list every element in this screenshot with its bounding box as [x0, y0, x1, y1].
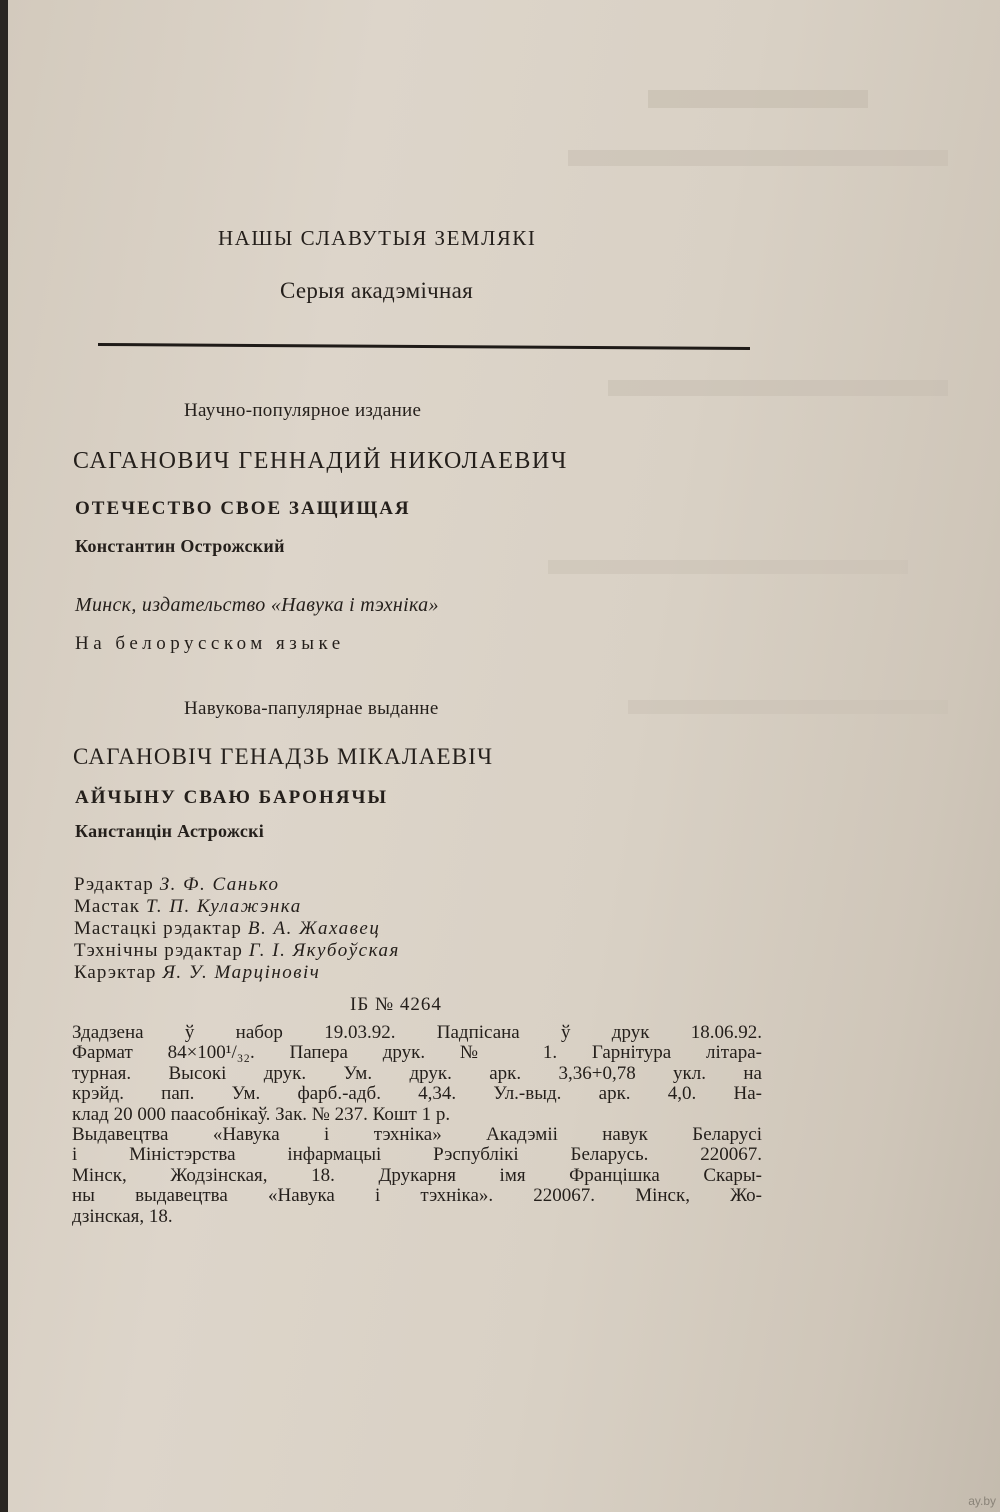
author-name-ru: САГАНОВИЧ ГЕННАДИЙ НИКОЛАЕВИЧ [73, 448, 568, 474]
credit-name: Г. І. Якубоўская [248, 940, 400, 961]
credit-role: Рэдактар [74, 874, 154, 895]
imprint-line: дзінская, 18. [72, 1205, 173, 1227]
credit-role: Мастацкі рэдактар [74, 918, 242, 939]
show-through-shadow [568, 150, 948, 166]
imprint-block [72, 1023, 762, 1227]
credit-line [74, 918, 400, 940]
imprint-line: турная. Высокі друк. Ум. друк. арк. 3,36+0,78 укл. на [72, 1062, 762, 1084]
credit-name: Т. П. Кулажэнка [145, 896, 302, 917]
book-title-ru: ОТЕЧЕСТВО СВОЕ ЗАЩИЩАЯ [75, 498, 411, 519]
edition-type-be: Навукова-папулярнае выданне [184, 698, 439, 719]
credit-line [74, 874, 400, 896]
show-through-shadow [608, 380, 948, 396]
credit-name: Я. У. Марціновіч [162, 962, 321, 983]
credit-name: З. Ф. Санько [159, 874, 280, 895]
author-name-be: САГАНОВІЧ ГЕНАДЗЬ МІКАЛАЕВІЧ [73, 744, 494, 769]
language-note: На белорусском языке [75, 633, 345, 654]
series-subtitle: Серыя акадэмічная [280, 278, 474, 303]
show-through-shadow [648, 90, 868, 108]
imprint-line: клад 20 000 паасобнікаў. Зак. № 237. Кошт 1 р. [72, 1103, 451, 1125]
show-through-shadow [628, 700, 948, 714]
ib-number: ІБ № 4264 [350, 994, 442, 1015]
credits-list [74, 874, 400, 984]
credit-role: Мастак [74, 896, 140, 917]
imprint-line: Выдавецтва «Навука і тэхніка» Акадэміі навук Беларусі [72, 1124, 762, 1146]
book-subtitle-be: Канстанцін Астрожскі [75, 821, 265, 841]
imprint-line: крэйд. пап. Ум. фарб.-адб. 4,34. Ул.-выд. арк. 4,0. На- [72, 1083, 762, 1105]
imprint-line: Здадзена ў набор 19.03.92. Падпісана ў друк 18.06.92. [72, 1022, 762, 1043]
publisher-ru: Минск, издательство «Навука і тэхніка» [75, 594, 439, 616]
site-watermark: ay.by [968, 1494, 996, 1508]
imprint-line: ны выдавецтва «Навука і тэхніка». 220067. Мінск, Жо- [72, 1185, 762, 1207]
book-title-be: АЙЧЫНУ СВАЮ БАРОНЯЧЫ [75, 787, 389, 808]
divider-rule [98, 343, 750, 350]
credit-role: Карэктар [74, 962, 157, 983]
book-page [8, 0, 1000, 1512]
show-through-shadow [548, 560, 908, 574]
credit-line [74, 940, 400, 962]
credit-line [74, 962, 400, 984]
edition-type-ru: Научно-популярное издание [184, 400, 422, 421]
credit-name: В. А. Жахавец [247, 918, 381, 939]
imprint-line: Мінск, Жодзінская, 18. Друкарня імя Францішка Скары- [72, 1164, 762, 1186]
book-subtitle-ru: Константин Острожский [75, 536, 285, 556]
credit-line [74, 896, 400, 918]
credit-role: Тэхнічны рэдактар [74, 940, 243, 961]
series-title: НАШЫ СЛАВУТЫЯ ЗЕМЛЯКІ [218, 226, 537, 250]
imprint-line: Фармат 84×100¹/₃₂. Папера друк. № 1. Гарнітура літара- [72, 1042, 762, 1064]
imprint-line: і Міністэрства інфармацыі Рэспублікі Беларусь. 220067. [72, 1144, 762, 1166]
